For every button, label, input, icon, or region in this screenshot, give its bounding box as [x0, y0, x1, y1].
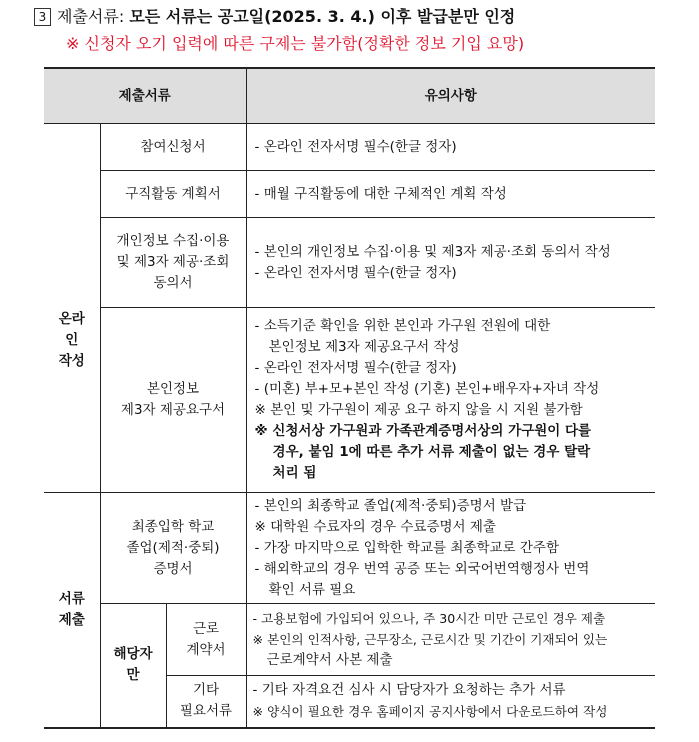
col-header-documents: 제출서류 — [44, 68, 246, 124]
table-row — [44, 493, 655, 604]
notes-application-form: - 온라인 전자서명 필수(한글 정자) — [246, 124, 655, 171]
notes-other-required: - 기타 자격요건 심사 시 담당자가 요청하는 추가 서류 ※ 양식이 필요한 경우 홈페이지 공지사항에서 다운로드하여 작성 — [246, 676, 655, 728]
group-applicable: 해당자 만 — [100, 604, 166, 728]
table-row — [44, 124, 655, 171]
notes-labor-contract: - 고용보험에 가입되어 있으나, 주 30시간 미만 근로인 경우 제출 ※ 본인의 인적사항, 근무장소, 근로시간 및 기간이 기재되어 있는 근로계약서 사본 제출 — [246, 604, 655, 676]
col-header-notes: 유의사항 — [246, 68, 655, 124]
section-heading — [34, 6, 515, 28]
group-online: 온라 인 작성 — [44, 124, 100, 493]
table-row — [44, 218, 655, 308]
heading-prefix: 제출서류: — [57, 7, 130, 26]
doc-third-party-request: 본인정보 제3자 제공요구서 — [100, 308, 246, 493]
notes-job-plan: - 매월 구직활동에 대한 구체적인 계획 작성 — [246, 171, 655, 218]
doc-other-required: 기타 필요서류 — [166, 676, 246, 728]
table-row — [44, 308, 655, 493]
doc-job-plan: 구직활동 계획서 — [100, 171, 246, 218]
table-row — [44, 604, 655, 676]
notes-privacy-consent: - 본인의 개인정보 수집·이용 및 제3자 제공·조회 동의서 작성 - 온라인 전자서명 필수(한글 정자) — [246, 218, 655, 308]
notes-graduation-cert: - 본인의 최종학교 졸업(제적·중퇴)증명서 발급 ※ 대학원 수료자의 경우 수료증명서 제출 - 가장 마지막으로 입학한 학교를 최종학교로 간주함 - 해외학교의 경우 번역 공증 또는 외국어번역행정사 번역 확인 서류 필요 — [246, 493, 655, 604]
warning-note: ※ 신청자 오기 입력에 따른 구제는 불가함(정확한 정보 기입 요망) — [66, 34, 525, 53]
heading-emphasis: 모든 서류는 공고일(2025. 3. 4.) 이후 발급분만 인정 — [129, 7, 516, 26]
documents-table — [44, 67, 655, 729]
doc-graduation-cert: 최종입학 학교 졸업(제적·중퇴) 증명서 — [100, 493, 246, 604]
doc-labor-contract: 근로 계약서 — [166, 604, 246, 676]
notes-third-party-request: - 소득기준 확인을 위한 본인과 가구원 전원에 대한 본인정보 제3자 제공요구서 작성 - 온라인 전자서명 필수(한글 정자) - (미혼) 부+모+본인 작성 (기혼) 본인+배우자+자녀 작성 ※ 본인 및 가구원이 제공 요구 하지 않을 시 지원 불가함 ※ 신청서상 가구원과 가족관계증명서상의 가구원이 다를 경우, 붙임 1에 따른 추가 서류 제출이 없는 경우 탈락 처리 됨 — [246, 308, 655, 493]
doc-privacy-consent: 개인정보 수집·이용 및 제3자 제공·조회 동의서 — [100, 218, 246, 308]
table-header-row — [44, 68, 655, 124]
table-row — [44, 171, 655, 218]
doc-application-form: 참여신청서 — [100, 124, 246, 171]
bold-warning: ※ 신청서상 가구원과 가족관계증명서상의 가구원이 다를 경우, 붙임 1에 따른 추가 서류 제출이 없는 경우 탈락 처리 됨 — [254, 423, 592, 481]
group-submit: 서류 제출 — [44, 493, 100, 728]
section-number-box: 3 — [34, 8, 51, 26]
